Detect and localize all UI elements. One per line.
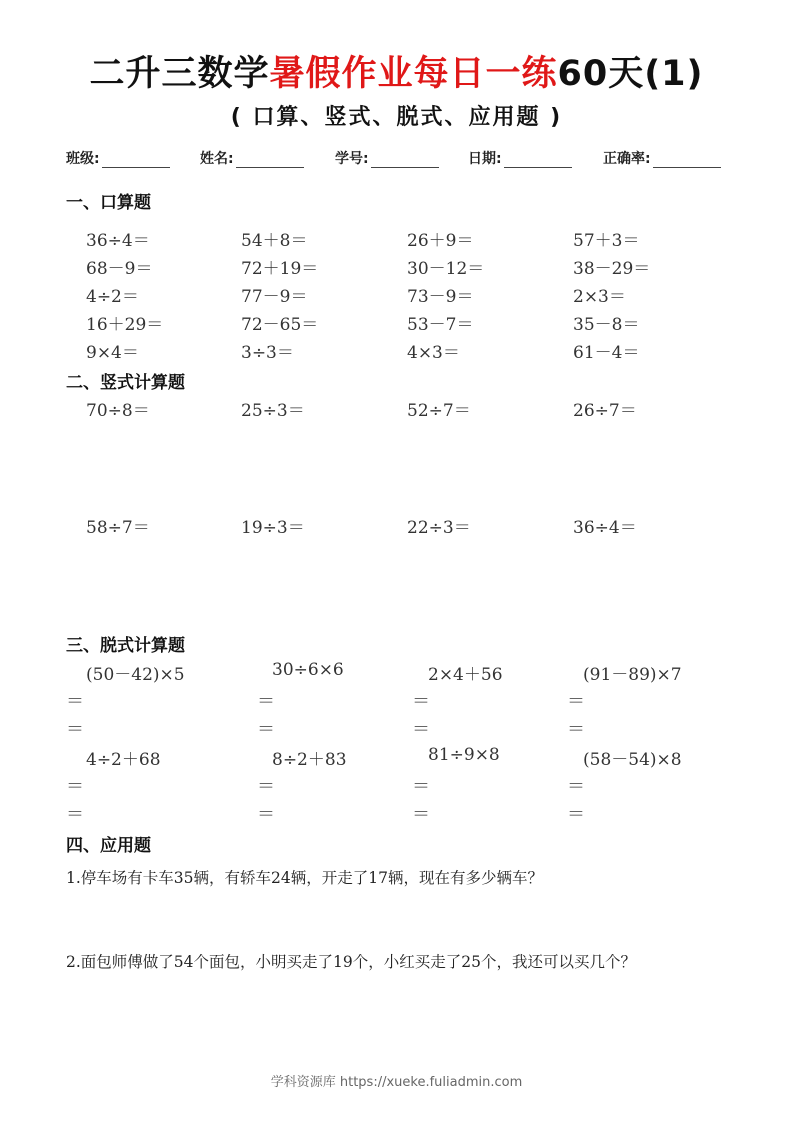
oral-item: 68－9＝ bbox=[86, 259, 153, 279]
oral-item: 77－9＝ bbox=[241, 287, 308, 307]
oral-item: 16＋29＝ bbox=[86, 315, 164, 335]
stepwise-item: 8÷2＋83 bbox=[272, 750, 347, 770]
oral-item: 72－65＝ bbox=[241, 315, 319, 335]
stepwise-item: (58－54)×8 bbox=[583, 750, 682, 770]
info-student-id-label: 学号: bbox=[335, 151, 369, 167]
equals-sign: ＝ bbox=[567, 691, 585, 712]
equals-sign: ＝ bbox=[66, 719, 84, 740]
equals-sign: ＝ bbox=[257, 776, 275, 797]
equals-sign: ＝ bbox=[567, 776, 585, 797]
info-name-label: 姓名: bbox=[200, 151, 234, 167]
stepwise-item: (91－89)×7 bbox=[583, 665, 682, 685]
oral-item: 72＋19＝ bbox=[241, 259, 319, 279]
stepwise-item: 2×4＋56 bbox=[428, 665, 503, 685]
info-accuracy-label: 正确率: bbox=[603, 151, 651, 167]
info-class-blank[interactable] bbox=[102, 153, 170, 168]
section-heading-vertical: 二、竖式计算题 bbox=[66, 373, 185, 393]
oral-item: 38－29＝ bbox=[573, 259, 651, 279]
stepwise-item: 81÷9×8 bbox=[428, 745, 500, 765]
section-heading-word-problems: 四、应用题 bbox=[66, 836, 151, 856]
equals-sign: ＝ bbox=[567, 719, 585, 740]
title-part-highlight: 暑假作业每日一练 bbox=[269, 54, 558, 94]
equals-sign: ＝ bbox=[412, 776, 430, 797]
footer-watermark: 学科资源库 https://xueke.fuliadmin.com bbox=[270, 1075, 523, 1090]
vertical-item: 36÷4＝ bbox=[573, 518, 637, 538]
equals-sign: ＝ bbox=[66, 804, 84, 825]
info-class-label: 班级: bbox=[66, 151, 100, 167]
equals-sign: ＝ bbox=[412, 804, 430, 825]
oral-item: 61－4＝ bbox=[573, 343, 640, 363]
oral-item: 2×3＝ bbox=[573, 287, 626, 307]
equals-sign: ＝ bbox=[66, 691, 84, 712]
info-date-label: 日期: bbox=[468, 151, 502, 167]
info-student-id[interactable] bbox=[335, 148, 439, 168]
equals-sign: ＝ bbox=[412, 691, 430, 712]
oral-item: 73－9＝ bbox=[407, 287, 474, 307]
vertical-item: 25÷3＝ bbox=[241, 401, 305, 421]
equals-sign: ＝ bbox=[567, 804, 585, 825]
oral-item: 4×3＝ bbox=[407, 343, 460, 363]
oral-item: 57＋3＝ bbox=[573, 231, 640, 251]
vertical-item: 22÷3＝ bbox=[407, 518, 471, 538]
stepwise-item: 4÷2＋68 bbox=[86, 750, 161, 770]
oral-item: 9×4＝ bbox=[86, 343, 139, 363]
oral-item: 3÷3＝ bbox=[241, 343, 294, 363]
stepwise-item: (50－42)×5 bbox=[86, 665, 185, 685]
section-heading-oral: 一、口算题 bbox=[66, 193, 151, 213]
equals-sign: ＝ bbox=[257, 691, 275, 712]
info-student-id-blank[interactable] bbox=[371, 153, 439, 168]
equals-sign: ＝ bbox=[257, 804, 275, 825]
word-problem: 2.面包师傅做了54个面包，小明买走了19个，小红买走了25个，我还可以买几个？ bbox=[66, 953, 636, 971]
equals-sign: ＝ bbox=[257, 719, 275, 740]
oral-item: 30－12＝ bbox=[407, 259, 485, 279]
title-part-days: 60天(1) bbox=[557, 54, 704, 94]
info-class[interactable] bbox=[66, 148, 170, 168]
equals-sign: ＝ bbox=[66, 776, 84, 797]
info-accuracy-blank[interactable] bbox=[653, 153, 721, 168]
oral-item: 36÷4＝ bbox=[86, 231, 150, 251]
vertical-item: 26÷7＝ bbox=[573, 401, 637, 421]
title-part-grade: 二升三数学 bbox=[89, 54, 270, 94]
info-date-blank[interactable] bbox=[504, 153, 572, 168]
stepwise-item: 30÷6×6 bbox=[272, 660, 344, 680]
oral-item: 53－7＝ bbox=[407, 315, 474, 335]
page-title bbox=[0, 46, 793, 96]
info-name-blank[interactable] bbox=[236, 153, 304, 168]
vertical-item: 19÷3＝ bbox=[241, 518, 305, 538]
vertical-item: 52÷7＝ bbox=[407, 401, 471, 421]
info-name[interactable] bbox=[200, 148, 304, 168]
section-heading-stepwise: 三、脱式计算题 bbox=[66, 636, 185, 656]
equals-sign: ＝ bbox=[412, 719, 430, 740]
info-date[interactable] bbox=[468, 148, 572, 168]
vertical-item: 58÷7＝ bbox=[86, 518, 150, 538]
oral-item: 4÷2＝ bbox=[86, 287, 139, 307]
word-problem: 1.停车场有卡车35辆，有轿车24辆，开走了17辆，现在有多少辆车？ bbox=[66, 869, 543, 887]
page-subtitle: ( 口算、竖式、脱式、应用题 ) bbox=[230, 105, 563, 130]
oral-item: 26＋9＝ bbox=[407, 231, 474, 251]
oral-item: 35－8＝ bbox=[573, 315, 640, 335]
vertical-item: 70÷8＝ bbox=[86, 401, 150, 421]
info-accuracy[interactable] bbox=[603, 148, 721, 168]
oral-item: 54＋8＝ bbox=[241, 231, 308, 251]
